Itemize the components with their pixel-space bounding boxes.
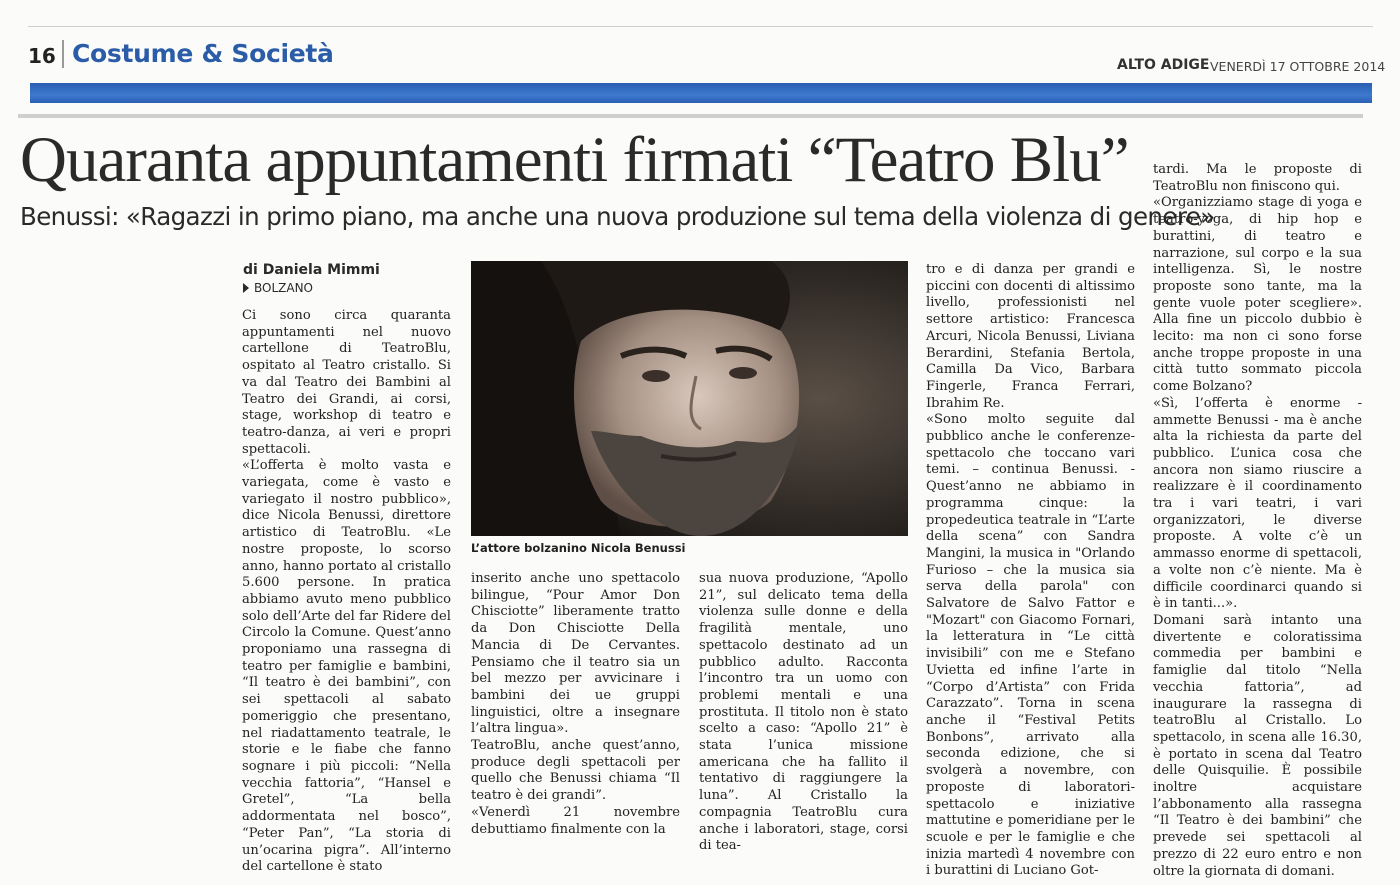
photo-caption: L’attore bolzanino Nicola Benussi — [471, 541, 686, 555]
article-subheadline: Benussi: «Ragazzi in primo piano, ma anche una nuova produzione sul tema della violenza di genere» — [20, 202, 1215, 231]
article-headline: Quaranta appuntamenti firmati “Teatro Blu” — [20, 124, 1129, 196]
header-color-bar — [30, 83, 1372, 103]
top-rule — [28, 26, 1373, 27]
headline-rule — [18, 114, 1363, 118]
dateline — [243, 281, 313, 295]
dateline-text: BOLZANO — [254, 281, 314, 295]
article-column-1: Ci sono circa quaranta appuntamenti nel nuovo cartellone di TeatroBlu, ospitato al Teatro cristallo. Si va dal Teatro dei Bambini al Teatro dei Grandi, ai corsi, stage, workshop di teatro e teatro-danza, ai veri e propri spettacoli. «L’offerta è molto vasta e variegata, come è vasto e variegato il nostro pubblico», dice Nicola Benussi, direttore artistico di TeatroBlu. «Le nostre proposte, lo scorso anno, hanno portato al cristallo 5.600 persone. In pratica abbiamo avuto meno pubblico solo dell’Arte del far Ridere del Circolo la Comune. Quest’anno proponiamo una rassegna di teatro per famiglie e bambini, “Il teatro è dei bambini”, con sei spettacoli al sabato pomeriggio che presentano, nel riadattamento teatrale, le storie e le fiabe che fanno sognare i più piccoli: “Nella vecchia fattoria”, “Hansel e Gretel”, “La bella addormentata nel bosco”, “Peter Pan”, “La storia di un’ocarina pigra”. All’interno del cartellone è stato — [242, 308, 451, 875]
issue-date: VENERDÌ 17 OTTOBRE 2014 — [1210, 59, 1386, 74]
triangle-bullet-icon — [243, 283, 249, 293]
article-column-4: tro e di danza per grandi e piccini con docenti di altissimo livello, professionisti nel settore artistico: Francesca Arcuri, Nicola Benussi, Liviana Berardini, Stefania Bertola, Camilla Da Vico, Barbara Fingerle, Franca Ferrari, Ibrahim Re. «Sono molto seguite dal pubblico anche le conferenze-spettacolo che toccano vari temi. – continua Benussi. - Quest’anno ne abbiamo in programma cinque: la propedeutica teatrale in “L’arte della scena” con Sandra Mangini, la musica in "Orlando Furioso – che la musica sia serva della parola" con Salvatore de Salvo Fattor e "Mozart" con Giacomo Fornari, la letteratura in “Le città invisibili” con me e Stefano Uvietta ed infine l’arte in “Corpo d’Artista” con Frida Carazzato”. Torna in scena anche il “Festival Petits Bonbons”, arrivato alla seconda edizione, che si svolgerà a novembre, con proposte di laboratori-spettacolo e iniziative mattutine e pomeridiane per le scuole e per le famiglie e che inizia martedì 4 novembre con i burattini di Luciano Got- — [926, 262, 1135, 879]
section-title: Costume & Società — [72, 39, 334, 68]
byline: di Daniela Mimmi — [243, 262, 380, 278]
newspaper-name: ALTO ADIGE — [1117, 57, 1210, 73]
section-divider — [62, 40, 64, 68]
article-column-2: inserito anche uno spettacolo bilingue, “Pour Amor Don Chisciotte” liberamente tratto da Don Chisciotte Della Mancia di De Cervantes. Pensiamo che il teatro sia un bel mezzo per avvicinare i bambini dei ue gruppi linguistici, oltre a insegnare l’altra lingua». TeatroBlu, anche quest’anno, produce degli spettacoli per quello che Benussi chiama “Il teatro è dei grandi”. «Venerdì 21 novembre debuttiamo finalmente con la — [471, 571, 680, 837]
page-number: 16 — [28, 44, 56, 68]
portrait-photo-image — [471, 261, 908, 536]
article-column-3: sua nuova produzione, “Apollo 21”, sul delicato tema della violenza sulle donne e della fragilità mentale, uno spettacolo destinato ad un pubblico adulto. Racconta l’incontro tra un uomo con problemi mentali e una prostituta. Il titolo non è stato scelto a caso: “Apollo 21” è stata l’unica missione americana che ha fallito il tentativo di raggiungere la luna”. Al Cristallo la compagnia TeatroBlu cura anche i laboratori, stage, corsi di tea- — [699, 571, 908, 854]
article-photo — [471, 261, 908, 536]
article-column-5: tardi. Ma le proposte di TeatroBlu non finiscono qui. «Organizziamo stage di yoga e teatro-yoga, di hip hop e burattini, di teatro e narrazione, sul corpo e la sua intelligenza. Sì, le nostre proposte sono tante, ma la gente vuole poter scegliere». Alla fine un piccolo dubbio è lecito: ma non ci sono forse anche troppe proposte in una città tutto sommato piccola come Bolzano? «Sì, l’offerta è enorme - ammette Benussi - ma è anche alta la richiesta da parte del pubblico. L’unica cosa che ancora non siamo riuscire a realizzare è il coordinamento tra i vari teatri, i vari organizzatori, le diverse proposte. A volte c’è un ammasso enorme di spettacoli, a volte non c’è niente. Ma è difficile coordinarci quando si è in tanti...». Domani sarà intanto una divertente e coloratissima commedia per bambini e famiglie dal titolo “Nella vecchia fattoria”, ad inaugurare la rassegna di teatroBlu al Cristallo. Lo spettacolo, in scena alle 16.30, è portato in scena dal Teatro delle Quisquilie. È possibile inoltre acquistare l’abbonamento alla rassegna “Il Teatro è dei bambini” che prevede sei spettacoli al prezzo di 22 euro entro e non oltre la giornata di domani. — [1153, 162, 1362, 879]
